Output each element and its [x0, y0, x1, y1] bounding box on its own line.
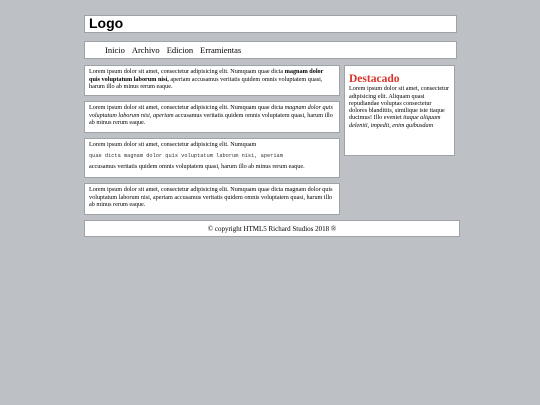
article-1: [84, 65, 340, 96]
featured-aside: [344, 65, 455, 156]
article-text-end: aperiam accusamus veritatis quidem omnis voluptatem quasi, harum illo ab minus rerum eaque.: [89, 75, 323, 90]
nav-item-archivo[interactable]: Archivo: [131, 45, 160, 55]
article-code-text: quae dicta magnam dolor quis voluptatum laborum nisi, aperiam: [89, 152, 283, 159]
nav-item-edicion[interactable]: Edicion: [166, 45, 194, 55]
footer-copyright: © copyright HTML5 Richard Studios 2018 ®: [207, 225, 337, 233]
nav-item-inicio[interactable]: Inicio: [105, 45, 125, 55]
article-3: [84, 138, 340, 178]
article-4: [84, 183, 340, 215]
aside-title: Destacado: [349, 73, 400, 85]
article-text-start: Lorem ipsum dolor sit amet, consectetur adipisicing elit. Numquam quae dicta: [89, 104, 285, 111]
article-italic-text: magnam dolor quis voluptatum laborum nisi, aperiam: [89, 104, 333, 119]
footer: [84, 220, 460, 237]
article-text: [89, 68, 335, 91]
article-2: [84, 101, 340, 133]
nav-bar: [84, 41, 457, 59]
nav-item-erramientas[interactable]: Erramientas: [200, 45, 242, 55]
article-text-start: Lorem ipsum dolor sit amet, consectetur adipisicing elit. Numquam quae dicta: [89, 68, 285, 75]
article-text-start: Lorem ipsum dolor sit amet, consectetur adipisicing elit. Numquam: [89, 141, 257, 148]
logo: Logo: [89, 15, 124, 31]
nav-menu: [105, 45, 248, 55]
aside-text: [349, 85, 450, 129]
aside-text-start: Lorem ipsum dolor sit amet, consectetur adipisicing elit. Aliquam quasi repudiandae voluptas consectetur dolores blanditiis, similique iste itaque ducimus! Illo eveniet: [349, 85, 450, 122]
header: [84, 15, 457, 33]
article-bold-text: magnam dolor quis voluptatum laborum nisi,: [89, 68, 324, 83]
article-text: Lorem ipsum dolor sit amet, consectetur adipisicing elit. Numquam quae dicta magnam dolor quis voluptatum laborum nisi, aperiam accusamus veritatis quidem omnis voluptatem quasi, harum illo ab minus rerum eaque.: [89, 186, 333, 208]
article-text-end: accusamus veritatis quidem omnis voluptatem quasi, harum illo ab minus rerum eaque.: [89, 163, 305, 170]
aside-italic-text: itaque aliquam deleniti, impedit, enim quibusdam: [349, 114, 441, 129]
article-text-end: accusamus veritatis quidem omnis voluptatem quasi, harum illo ab minus rerum eaque.: [89, 111, 333, 126]
article-text: [89, 104, 335, 127]
